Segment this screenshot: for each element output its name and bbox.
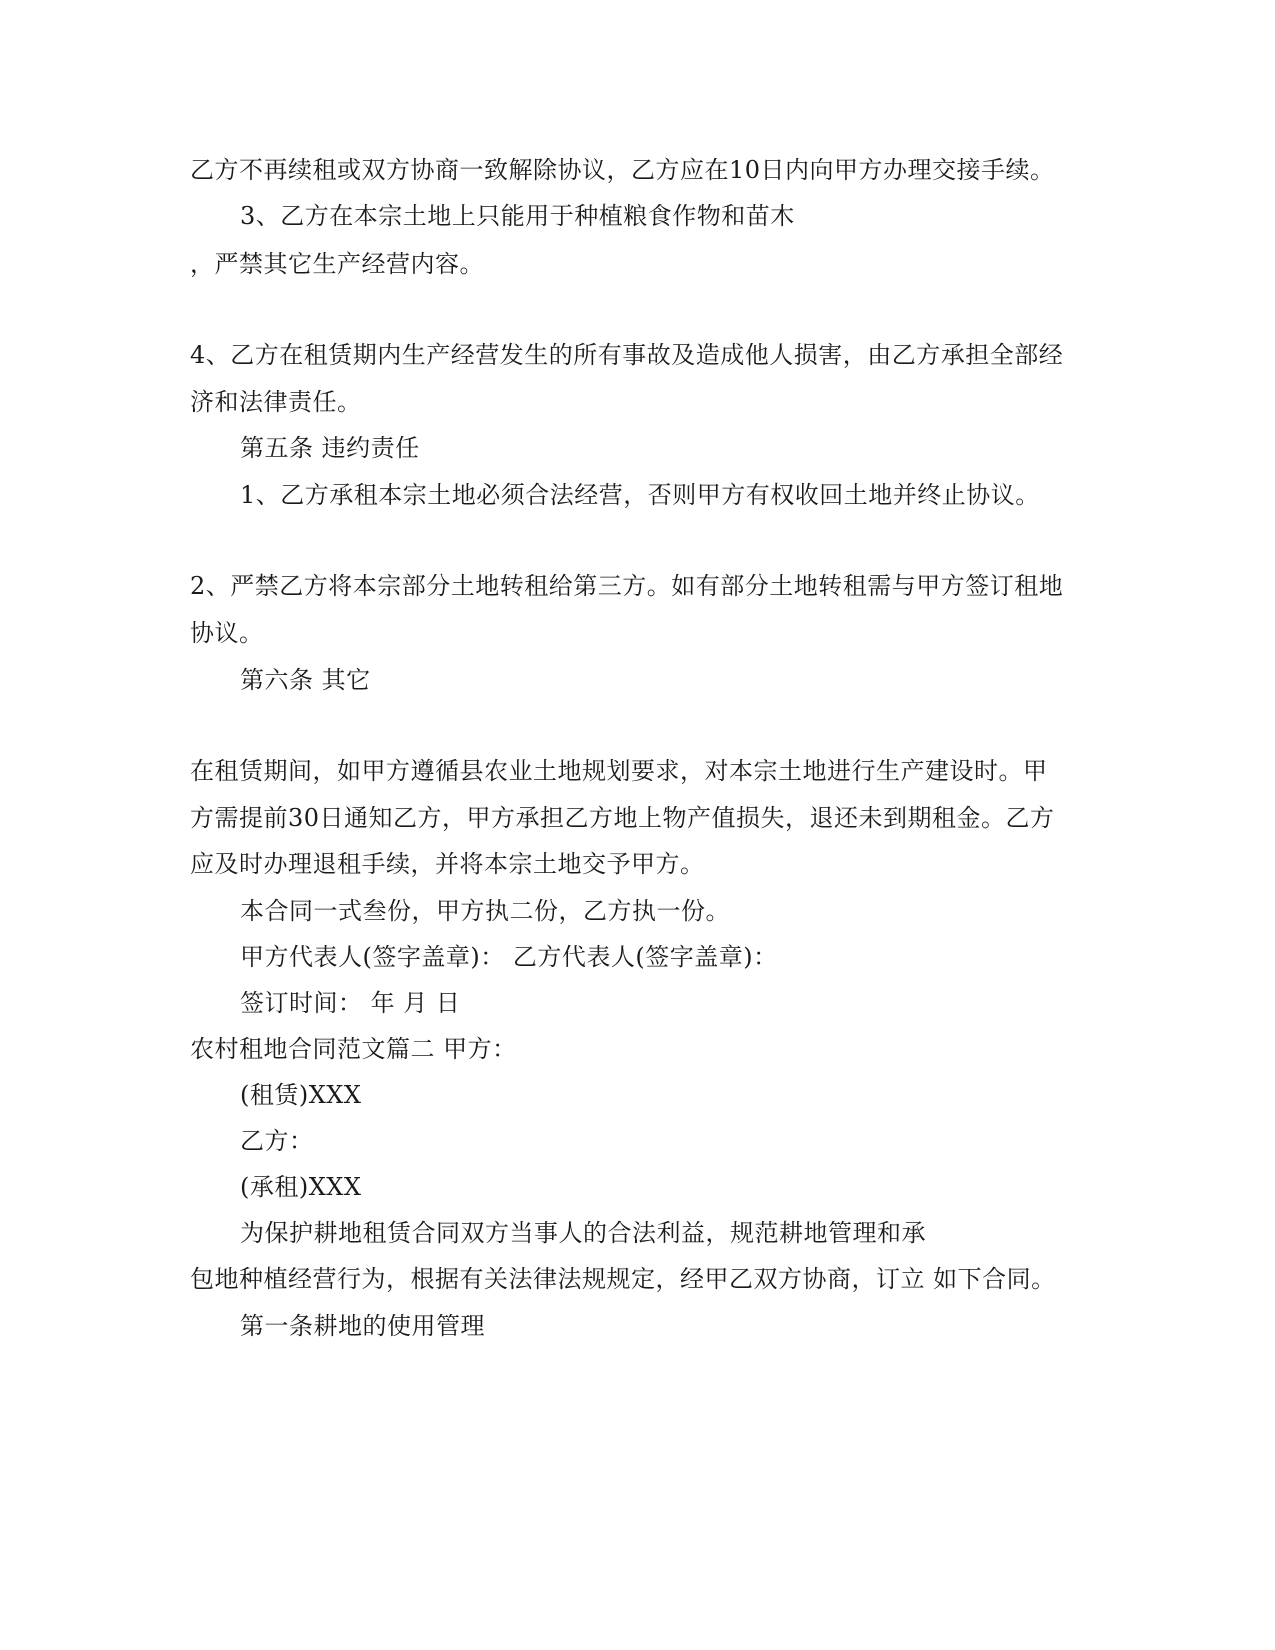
section-heading: 第六条 其它 — [240, 666, 371, 694]
text-line: 包地种植经营行为，根据有关法律法规规定，经甲乙双方协商，订立 如下合同。 — [190, 1265, 1056, 1293]
text-line: 3、乙方在本宗土地上只能用于种植粮食作物和苗木 — [240, 202, 795, 230]
text-line: 为保护耕地租赁合同双方当事人的合法利益，规范耕地管理和承 — [240, 1219, 926, 1247]
text-line: 济和法律责任。 — [190, 388, 362, 416]
text-line: 1、乙方承租本宗土地必须合法经营，否则甲方有权收回土地并终止协议。 — [240, 481, 1040, 509]
date-line: 签订时间： 年 月 日 — [240, 989, 461, 1017]
document-subtitle: 农村租地合同范文篇二 甲方： — [190, 1035, 517, 1063]
text-line: 协议。 — [190, 619, 264, 647]
text-line: 4、乙方在租赁期内生产经营发生的所有事故及造成他人损害，由乙方承担全部经 — [190, 341, 1064, 369]
text-line: 本合同一式叁份，甲方执二份，乙方执一份。 — [240, 897, 730, 925]
section-heading: 第五条 违约责任 — [240, 434, 420, 462]
text-line: 应及时办理退租手续，并将本宗土地交予甲方。 — [190, 850, 705, 878]
text-line: 乙方不再续租或双方协商一致解除协议，乙方应在10日内向甲方办理交接手续。 — [190, 156, 1055, 184]
party-b-label: 乙方： — [240, 1127, 314, 1155]
text-line: 2、严禁乙方将本宗部分土地转租给第三方。如有部分土地转租需与甲方签订租地 — [190, 572, 1064, 600]
signature-line: 甲方代表人(签字盖章)： 乙方代表人(签字盖章)： — [240, 943, 778, 971]
party-a-line: (租赁)XXX — [240, 1081, 362, 1109]
text-line: 方需提前30日通知乙方，甲方承担乙方地上物产值损失，退还未到期租金。乙方 — [190, 804, 1055, 832]
section-heading: 第一条耕地的使用管理 — [240, 1312, 485, 1340]
party-b-line: (承租)XXX — [240, 1173, 362, 1201]
text-line: 在租赁期间，如甲方遵循县农业土地规划要求，对本宗土地进行生产建设时。甲 — [190, 757, 1048, 785]
text-line: ，严禁其它生产经营内容。 — [190, 250, 484, 278]
